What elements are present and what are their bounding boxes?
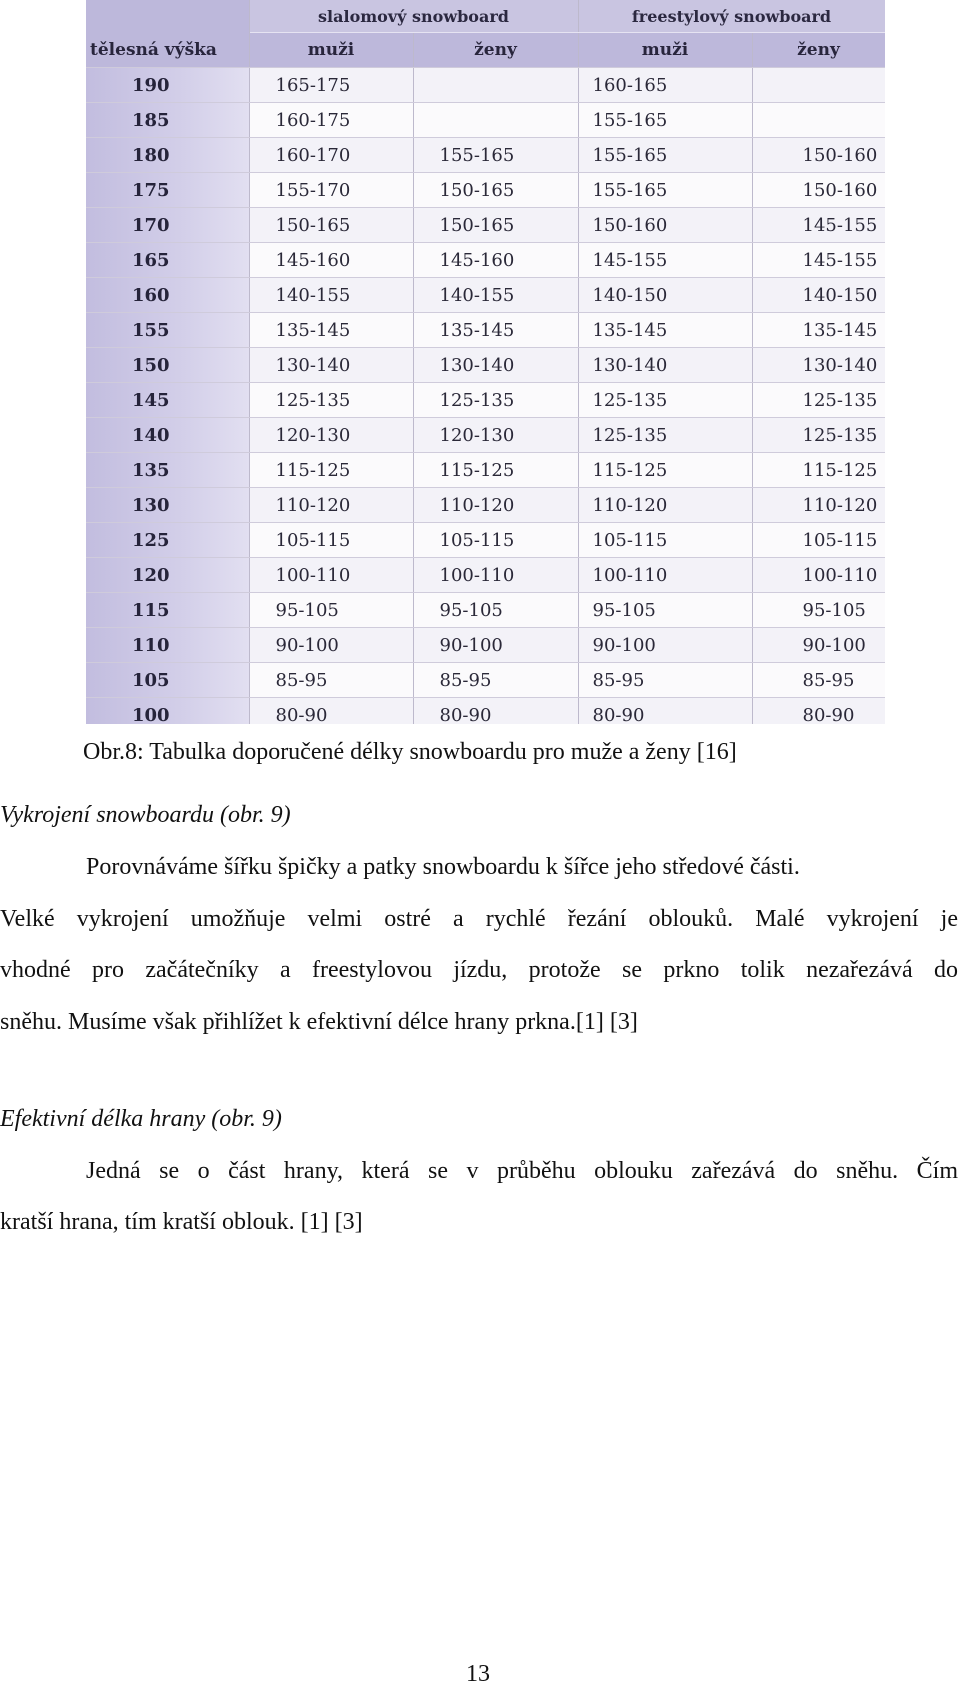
slalom-men-cell: 125-135 (249, 383, 413, 418)
slalom-men-cell: 150-165 (249, 208, 413, 243)
body-height-cell: 135 (86, 453, 249, 488)
slalom-women-cell: 140-155 (413, 278, 578, 313)
slalom-men-cell: 140-155 (249, 278, 413, 313)
paragraph-line: Porovnáváme šířku špičky a patky snowboardu k šířce jeho středové části. (86, 854, 800, 880)
table-body (86, 68, 885, 725)
slalom-men-cell: 90-100 (249, 628, 413, 663)
header-freestyle-men: muži (578, 33, 752, 68)
freestyle-men-cell: 95-105 (578, 593, 752, 628)
freestyle-women-cell: 150-160 (752, 138, 885, 173)
table-row (86, 173, 885, 208)
freestyle-women-cell: 140-150 (752, 278, 885, 313)
body-height-cell: 160 (86, 278, 249, 313)
table-row (86, 418, 885, 453)
freestyle-men-cell: 115-125 (578, 453, 752, 488)
slalom-men-cell: 130-140 (249, 348, 413, 383)
freestyle-women-cell: 85-95 (752, 663, 885, 698)
freestyle-men-cell: 155-165 (578, 173, 752, 208)
body-height-cell: 120 (86, 558, 249, 593)
freestyle-men-cell: 145-155 (578, 243, 752, 278)
freestyle-women-cell: 90-100 (752, 628, 885, 663)
slalom-men-cell: 105-115 (249, 523, 413, 558)
slalom-men-cell: 85-95 (249, 663, 413, 698)
body-height-cell: 115 (86, 593, 249, 628)
table-row (86, 453, 885, 488)
freestyle-women-cell: 80-90 (752, 698, 885, 725)
header-slalom-men: muži (249, 33, 413, 68)
body-height-cell: 185 (86, 103, 249, 138)
freestyle-men-cell: 125-135 (578, 418, 752, 453)
table-row (86, 488, 885, 523)
freestyle-women-cell (752, 68, 885, 103)
table-row (86, 68, 885, 103)
freestyle-women-cell: 95-105 (752, 593, 885, 628)
freestyle-men-cell: 100-110 (578, 558, 752, 593)
freestyle-women-cell: 130-140 (752, 348, 885, 383)
snowboard-size-table (86, 0, 885, 724)
body-height-cell: 145 (86, 383, 249, 418)
section-heading-sidecut: Vykrojení snowboardu (obr. 9) (0, 802, 291, 828)
body-height-cell: 170 (86, 208, 249, 243)
header-slalom: slalomový snowboard (249, 0, 578, 33)
slalom-women-cell: 120-130 (413, 418, 578, 453)
slalom-men-cell: 135-145 (249, 313, 413, 348)
slalom-women-cell: 95-105 (413, 593, 578, 628)
slalom-men-cell: 120-130 (249, 418, 413, 453)
slalom-men-cell: 115-125 (249, 453, 413, 488)
freestyle-women-cell: 150-160 (752, 173, 885, 208)
paragraph-line: kratší hrana, tím kratší oblouk. [1] [3] (0, 1209, 363, 1235)
slalom-women-cell (413, 103, 578, 138)
table-row (86, 243, 885, 278)
slalom-men-cell: 160-175 (249, 103, 413, 138)
freestyle-women-cell: 110-120 (752, 488, 885, 523)
body-height-cell: 180 (86, 138, 249, 173)
table-row (86, 313, 885, 348)
body-height-cell: 175 (86, 173, 249, 208)
freestyle-men-cell: 130-140 (578, 348, 752, 383)
table-row (86, 103, 885, 138)
figure-caption: Obr.8: Tabulka doporučené délky snowboardu pro muže a ženy [16] (83, 739, 737, 765)
body-height-cell: 125 (86, 523, 249, 558)
body-height-cell: 150 (86, 348, 249, 383)
freestyle-men-cell: 105-115 (578, 523, 752, 558)
slalom-women-cell: 105-115 (413, 523, 578, 558)
body-height-cell: 100 (86, 698, 249, 725)
freestyle-women-cell: 135-145 (752, 313, 885, 348)
slalom-women-cell: 145-160 (413, 243, 578, 278)
slalom-men-cell: 100-110 (249, 558, 413, 593)
table-row (86, 348, 885, 383)
slalom-men-cell: 80-90 (249, 698, 413, 725)
body-height-cell: 110 (86, 628, 249, 663)
freestyle-women-cell: 125-135 (752, 383, 885, 418)
freestyle-men-cell: 140-150 (578, 278, 752, 313)
header-slalom-women: ženy (413, 33, 578, 68)
freestyle-men-cell: 110-120 (578, 488, 752, 523)
slalom-men-cell: 155-170 (249, 173, 413, 208)
slalom-women-cell: 130-140 (413, 348, 578, 383)
freestyle-women-cell: 125-135 (752, 418, 885, 453)
freestyle-men-cell: 90-100 (578, 628, 752, 663)
paragraph-line: vhodné pro začátečníky a freestylovou jízdu, protože se prkno tolik nezařezává do (0, 957, 958, 983)
slalom-women-cell: 115-125 (413, 453, 578, 488)
slalom-women-cell: 80-90 (413, 698, 578, 725)
table-corner (86, 0, 249, 33)
table-row (86, 208, 885, 243)
body-height-cell: 130 (86, 488, 249, 523)
freestyle-men-cell: 155-165 (578, 103, 752, 138)
freestyle-men-cell: 135-145 (578, 313, 752, 348)
slalom-women-cell: 150-165 (413, 208, 578, 243)
freestyle-women-cell: 145-155 (752, 243, 885, 278)
paragraph-line: Velké vykrojení umožňuje velmi ostré a rychlé řezání oblouků. Malé vykrojení je (0, 906, 958, 932)
body-height-cell: 190 (86, 68, 249, 103)
table-row (86, 138, 885, 173)
freestyle-women-cell: 145-155 (752, 208, 885, 243)
body-height-cell: 155 (86, 313, 249, 348)
table-row (86, 523, 885, 558)
slalom-women-cell: 155-165 (413, 138, 578, 173)
slalom-men-cell: 165-175 (249, 68, 413, 103)
page-number: 13 (466, 1661, 490, 1687)
slalom-men-cell: 95-105 (249, 593, 413, 628)
header-freestyle-women: ženy (752, 33, 885, 68)
slalom-men-cell: 160-170 (249, 138, 413, 173)
paragraph-line: Jedná se o část hrany, která se v průběhu oblouku zařezává do sněhu. Čím (86, 1158, 958, 1184)
table-row (86, 383, 885, 418)
slalom-men-cell: 110-120 (249, 488, 413, 523)
slalom-women-cell: 100-110 (413, 558, 578, 593)
section-heading-effective-edge: Efektivní délka hrany (obr. 9) (0, 1106, 282, 1132)
table-row (86, 558, 885, 593)
freestyle-men-cell: 85-95 (578, 663, 752, 698)
freestyle-men-cell: 160-165 (578, 68, 752, 103)
table-row (86, 593, 885, 628)
slalom-women-cell (413, 68, 578, 103)
body-height-cell: 140 (86, 418, 249, 453)
slalom-men-cell: 145-160 (249, 243, 413, 278)
slalom-women-cell: 135-145 (413, 313, 578, 348)
table-row (86, 663, 885, 698)
freestyle-women-cell (752, 103, 885, 138)
freestyle-men-cell: 125-135 (578, 383, 752, 418)
freestyle-women-cell: 115-125 (752, 453, 885, 488)
body-height-cell: 105 (86, 663, 249, 698)
header-freestyle: freestylový snowboard (578, 0, 885, 33)
paragraph-line: sněhu. Musíme však přihlížet k efektivní délce hrany prkna.[1] [3] (0, 1009, 638, 1035)
freestyle-women-cell: 105-115 (752, 523, 885, 558)
slalom-women-cell: 90-100 (413, 628, 578, 663)
slalom-women-cell: 125-135 (413, 383, 578, 418)
body-height-cell: 165 (86, 243, 249, 278)
header-body-height: tělesná výška (86, 33, 249, 68)
snowboard-size-table-figure (86, 0, 885, 724)
table-row (86, 698, 885, 725)
slalom-women-cell: 150-165 (413, 173, 578, 208)
freestyle-men-cell: 80-90 (578, 698, 752, 725)
slalom-women-cell: 85-95 (413, 663, 578, 698)
freestyle-women-cell: 100-110 (752, 558, 885, 593)
table-row (86, 278, 885, 313)
freestyle-men-cell: 155-165 (578, 138, 752, 173)
slalom-women-cell: 110-120 (413, 488, 578, 523)
table-row (86, 628, 885, 663)
freestyle-men-cell: 150-160 (578, 208, 752, 243)
